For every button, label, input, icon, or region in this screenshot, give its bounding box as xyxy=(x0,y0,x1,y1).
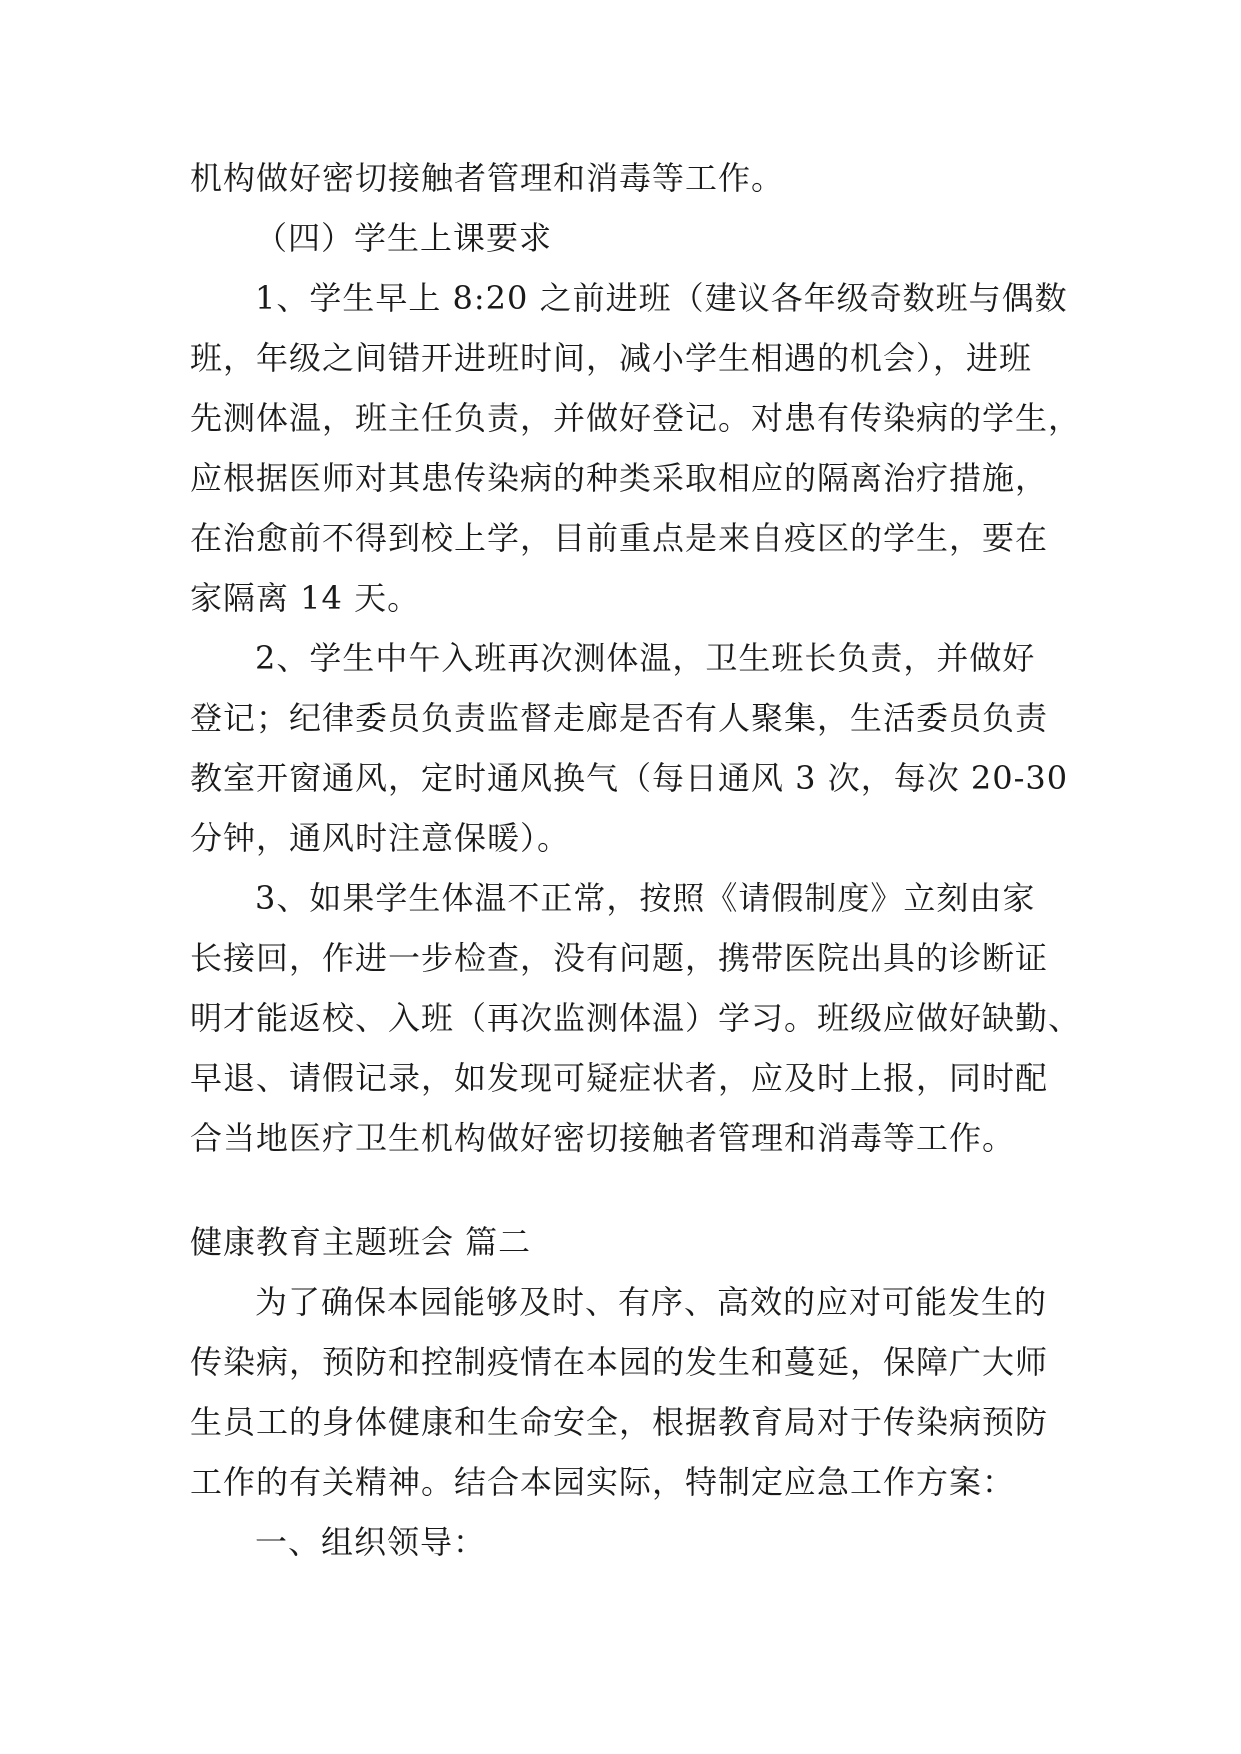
paragraph-line: 为了确保本园能够及时、有序、高效的应对可能发生的 xyxy=(255,1283,1048,1321)
paragraph-line: 班，年级之间错开进班时间，减小学生相遇的机会），进班 xyxy=(190,339,1033,377)
paragraph-line: 应根据医师对其患传染病的种类采取相应的隔离治疗措施， xyxy=(190,459,1049,497)
paragraph-line: 生员工的身体健康和生命安全，根据教育局对于传染病预防 xyxy=(190,1403,1049,1441)
paragraph-line: 登记；纪律委员负责监督走廊是否有人聚集，生活委员负责 xyxy=(190,699,1049,737)
paragraph-line: 长接回，作进一步检查，没有问题，携带医院出具的诊断证 xyxy=(190,939,1049,977)
paragraph-line: 先测体温，班主任负责，并做好登记。对患有传染病的学生， xyxy=(190,399,1082,437)
section-heading: （四）学生上课要求 xyxy=(255,219,553,257)
paragraph-line: 早退、请假记录，如发现可疑症状者，应及时上报，同时配 xyxy=(190,1059,1049,1097)
paragraph-line: 工作的有关精神。结合本园实际，特制定应急工作方案： xyxy=(190,1463,1016,1501)
paragraph-line: 教室开窗通风，定时通风换气（每日通风 3 次，每次 20-30 xyxy=(190,759,1069,797)
paragraph-line: 明才能返校、入班（再次监测体温）学习。班级应做好缺勤、 xyxy=(190,999,1082,1037)
article-subtitle: 健康教育主题班会 篇二 xyxy=(190,1223,532,1261)
paragraph-line: 机构做好密切接触者管理和消毒等工作。 xyxy=(190,159,785,197)
paragraph-line: 1、学生早上 8:20 之前进班（建议各年级奇数班与偶数 xyxy=(255,279,1068,317)
paragraph-line: 家隔离 14 天。 xyxy=(190,579,421,617)
paragraph-line: 3、如果学生体温不正常，按照《请假制度》立刻由家 xyxy=(255,879,1036,917)
paragraph-line: 2、学生中午入班再次测体温，卫生班长负责，并做好 xyxy=(255,639,1036,677)
paragraph-line: 在治愈前不得到校上学，目前重点是来自疫区的学生，要在 xyxy=(190,519,1049,557)
section-heading: 一、组织领导： xyxy=(255,1523,487,1561)
paragraph-line: 传染病，预防和控制疫情在本园的发生和蔓延，保障广大师 xyxy=(190,1343,1049,1381)
paragraph-line: 分钟，通风时注意保暖）。 xyxy=(190,819,571,857)
paragraph-line: 合当地医疗卫生机构做好密切接触者管理和消毒等工作。 xyxy=(190,1119,1016,1157)
